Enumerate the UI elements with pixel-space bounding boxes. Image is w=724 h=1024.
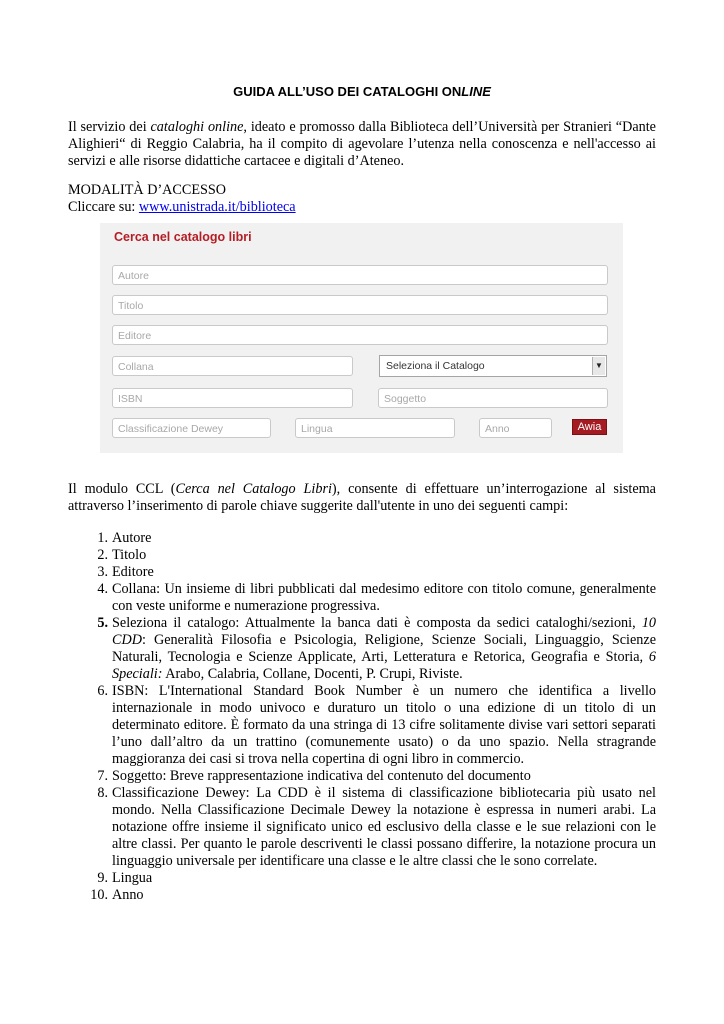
item-number: 6. — [97, 683, 108, 699]
biblioteca-link[interactable]: www.unistrada.it/biblioteca — [138, 199, 296, 215]
item-text: Soggetto: Breve rappresentazione indicativa del contenuto del documento — [112, 768, 531, 784]
item-text: Seleziona il catalogo: Attualmente la banca dati è composta da sedici cataloghi/sezioni, — [112, 615, 642, 631]
item-number: 10. — [90, 887, 108, 903]
autore-input[interactable]: Autore — [112, 265, 608, 285]
dropdown-arrow-icon[interactable]: ▼ — [592, 357, 605, 375]
list-item — [68, 530, 656, 547]
ccl-post: ), consente di effettuare un’interrogazione al sistema attraverso l’inserimento di parole chiave suggerite dall'utente in uno dei seguenti campi: — [68, 481, 656, 514]
click-label: Cliccare su: — [68, 199, 139, 215]
item-italic: 10 CDD — [112, 615, 656, 648]
item-text: Editore — [112, 564, 154, 580]
form-title: Cerca nel catalogo libri — [114, 230, 252, 244]
item-number: 2. — [97, 547, 108, 563]
ccl-pre: Il modulo CCL ( — [68, 481, 176, 497]
list-item — [68, 547, 656, 564]
list-item — [68, 683, 656, 768]
item-text: ISBN: L'International Standard Book Number è un numero che identifica a livello internazionale in modo univoco e duraturo un titolo o una edizione di un titolo di un determinato editore. È formato da una stringa di 13 cifre solitamente divise vari settori separati l’uno dall’altro da un trattino (comunemente usato) o da uno spazio. Nella stragrande maggioranza dei casi si trova nella copertina di ogni libro in commercio. — [112, 683, 656, 767]
item-text: Classificazione Dewey: La CDD è il sistema di classificazione bibliotecaria più usato nel mondo. Nella Classificazione Decimale Dewey la notazione è espressa in numeri arabi. La notazione offre insieme il significato unico ed esclusivo della classe e le sue relazioni con le altre classi. Per quanto le parole descriventi le classi possano differire, la notazione procura un linguaggio universale per identificare una classe e le altre classi che le sono correlate. — [112, 785, 656, 869]
ccl-italic: Cerca nel Catalogo Libri — [175, 481, 332, 497]
list-item — [68, 581, 656, 615]
item-number: 5. — [97, 615, 108, 631]
titolo-input[interactable]: Titolo — [112, 295, 608, 315]
isbn-input[interactable]: ISBN — [112, 388, 353, 408]
title-main: GUIDA ALL’USO DEI CATALOGHI ON — [233, 84, 462, 99]
list-item — [68, 887, 656, 904]
item-text: Autore — [112, 530, 152, 546]
item-italic-speciali: , 6 Speciali: — [112, 649, 656, 682]
intro-rest: , ideato e promosso dalla Biblioteca dell’Università per Stranieri “Dante Alighieri“ di Reggio Calabria, ha il compito di agevolare l’utenza nella conoscenza e nell'accesso ai servizi e alle risorse didattiche cartacee e digitali d’Ateneo. — [68, 119, 656, 169]
access-line — [68, 199, 656, 216]
item-text-end: Arabo, Calabria, Collane, Docenti, P. Crupi, Riviste. — [162, 666, 463, 682]
item-text: Titolo — [112, 547, 147, 563]
ccl-paragraph — [68, 481, 656, 515]
catalog-select-value: Seleziona il Catalogo — [386, 360, 485, 372]
page-title — [68, 84, 656, 99]
item-number: 1. — [97, 530, 108, 546]
list-item — [68, 785, 656, 870]
item-text: Collana: Un insieme di libri pubblicati dal medesimo editore con titolo comune, generalmente con veste uniforme e numerazione progressiva. — [112, 581, 656, 614]
intro-paragraph — [68, 119, 656, 170]
title-italic: LINE — [461, 84, 491, 99]
item-text-continued: : Generalità Filosofia e Psicologia, Religione, Scienze Sociali, Linguaggio, Scienze Naturali, Tecnologia e Scienze Applicate, Arti, Letteratura e Retorica, Geografia e Storia — [112, 632, 656, 665]
list-item — [68, 870, 656, 887]
list-item — [68, 564, 656, 581]
intro-text: Il servizio dei — [68, 119, 151, 135]
item-number: 9. — [97, 870, 108, 886]
collana-input[interactable]: Collana — [112, 356, 353, 376]
soggetto-input[interactable]: Soggetto — [378, 388, 608, 408]
item-number: 3. — [97, 564, 108, 580]
anno-input[interactable]: Anno — [479, 418, 552, 438]
list-item — [68, 615, 656, 683]
catalog-search-form — [100, 223, 623, 453]
editore-input[interactable]: Editore — [112, 325, 608, 345]
item-text: Lingua — [112, 870, 153, 886]
intro-italic: cataloghi online — [150, 119, 244, 135]
field-list — [68, 530, 656, 904]
item-number: 8. — [97, 785, 108, 801]
access-section — [68, 182, 656, 216]
list-item — [68, 768, 656, 785]
catalog-select[interactable] — [379, 355, 607, 377]
item-number: 4. — [97, 581, 108, 597]
submit-button[interactable]: Awia — [572, 419, 607, 435]
item-text: Anno — [112, 887, 144, 903]
dewey-input[interactable]: Classificazione Dewey — [112, 418, 271, 438]
access-heading: MODALITÀ D’ACCESSO — [68, 182, 227, 198]
lingua-input[interactable]: Lingua — [295, 418, 455, 438]
item-number: 7. — [97, 768, 108, 784]
